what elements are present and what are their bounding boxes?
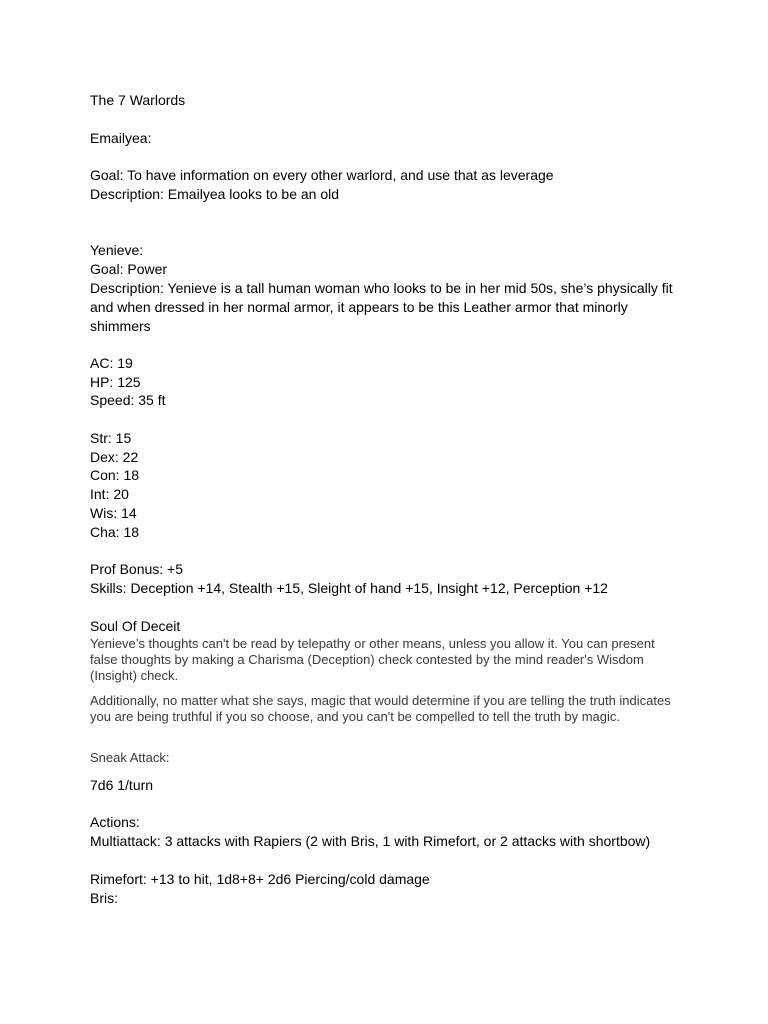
stat-speed: Speed: 35 ft — [90, 392, 166, 408]
feature-heading-soul-of-deceit: Soul Of Deceit — [90, 618, 181, 634]
warlord-name-yenieve: Yenieve: — [90, 242, 144, 258]
stat-ac: AC: 19 — [90, 355, 133, 371]
ability-wis: Wis: 14 — [90, 505, 137, 521]
yenieve-goal: Goal: Power — [90, 261, 168, 277]
document-title: The 7 Warlords — [90, 92, 186, 108]
soul-of-deceit-paragraph-1: Yenieve’s thoughts can't be read by telepathy or other means, unless you allow it. You can present false thoughts by making a Charisma (Deception) check contested by the mind reader's Wisdom (Insight) check. — [90, 636, 655, 683]
emailyea-description: Description: Emailyea looks to be an old — [90, 186, 340, 202]
actions-heading: Actions: — [90, 814, 140, 830]
emailyea-goal: Goal: To have information on every other warlord, and use that as leverage — [90, 167, 554, 183]
ability-con: Con: 18 — [90, 467, 140, 483]
ability-int: Int: 20 — [90, 486, 129, 502]
skills: Skills: Deception +14, Stealth +15, Sleight of hand +15, Insight +12, Perception +12 — [90, 580, 608, 596]
stat-hp: HP: 125 — [90, 374, 141, 390]
warlord-name-emailyea: Emailyea: — [90, 130, 152, 146]
action-multiattack: Multiattack: 3 attacks with Rapiers (2 with Bris, 1 with Rimefort, or 2 attacks with shortbow) — [90, 833, 651, 849]
ability-cha: Cha: 18 — [90, 524, 140, 540]
action-bris: Bris: — [90, 890, 118, 906]
sneak-attack-value: 7d6 1/turn — [90, 777, 154, 793]
ability-dex: Dex: 22 — [90, 449, 139, 465]
yenieve-description: Description: Yenieve is a tall human woman who looks to be in her mid 50s, she’s physically fit and when dressed in her normal armor, it appears to be this Leather armor that minorly shimmers — [90, 280, 673, 334]
ability-str: Str: 15 — [90, 430, 132, 446]
feature-heading-sneak-attack: Sneak Attack: — [90, 750, 170, 765]
action-rimefort: Rimefort: +13 to hit, 1d8+8+ 2d6 Piercing/cold damage — [90, 871, 430, 887]
soul-of-deceit-paragraph-2: Additionally, no matter what she says, magic that would determine if you are telling the truth indicates you are being truthful if you so choose, and you can't be compelled to tell the truth by magic. — [90, 693, 671, 724]
prof-bonus: Prof Bonus: +5 — [90, 561, 184, 577]
